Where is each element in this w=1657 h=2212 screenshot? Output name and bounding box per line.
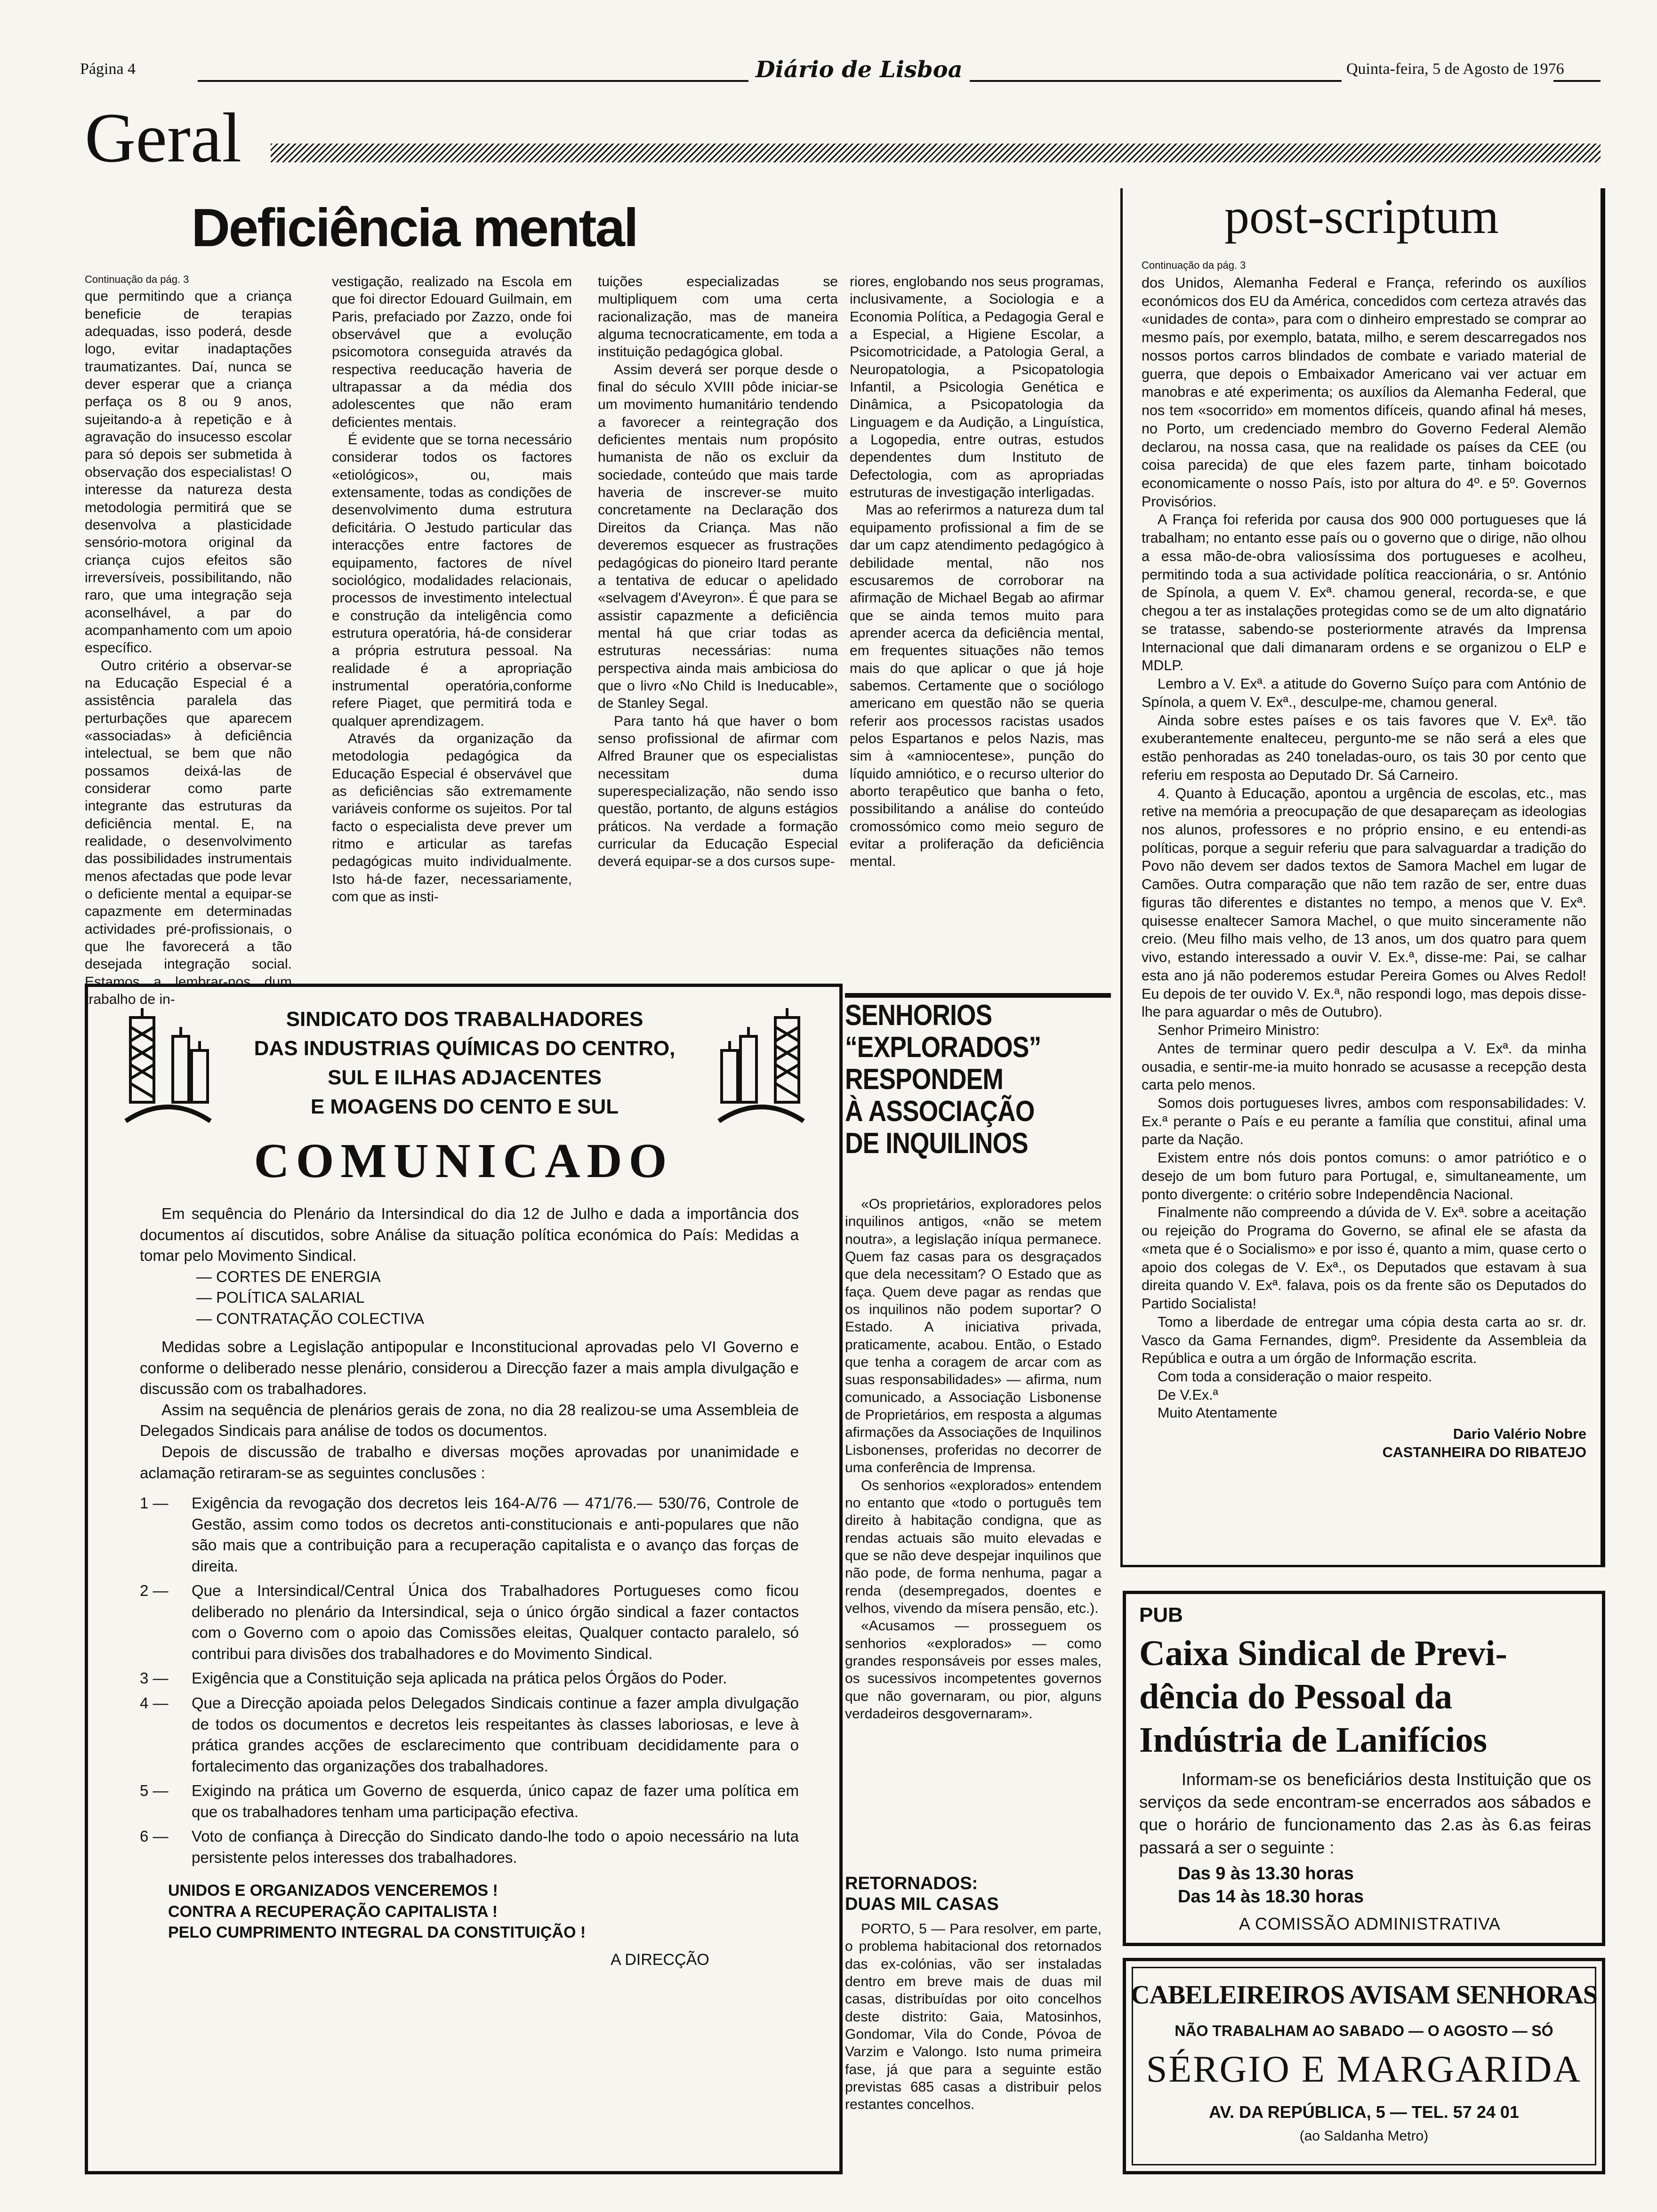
heading-line: SINDICATO DOS TRABALHADORES [286,1008,643,1031]
conclusion-item [140,1493,799,1577]
paragraph: «Os proprietários, exploradores pelos inquilinos antigos, «não se metem noutra», a legislação iníqua permanece. Quem faz casas para os desgraçados que dela necessitam? O Estado que as faça. Quem deve pagar as rendas que os inquilinos não podem suportar? O Estado. A iniciativa privada, praticamente, acabou. Então, o Estado que tenha a coragem de arcar com as suas responsabilidades» — afirma, num comunicado, a Associação Lisbonense de Proprietários, em resposta a algumas afirmações da Associações de Inquilinos Lisbonenses, proferidas no decorrer de uma conferência de Imprensa. [845,1196,1102,1476]
deficiencia-col-1 [85,273,292,1008]
continuation-note: Continuação da pág. 3 [85,273,189,285]
cabeleireiros-name: SÉRGIO E MARGARIDA [1146,2049,1582,2090]
cabeleireiros-address: AV. DA REPÚBLICA, 5 — TEL. 57 24 01 [1209,2102,1519,2122]
conclusion-number: 1 — [140,1494,169,1512]
cabeleireiros-subtitle: NÃO TRABALHAM AO SABADO — O AGOSTO — SÓ [1174,2022,1553,2039]
paragraph: Lembro a V. Exª. a atitude do Governo Suíço para com António de Spínola, a quem V. Exª., desculpe-me, chamou general. [1142,676,1586,710]
retornados-body [845,1920,1102,2184]
paragraph: Outro critério a observar-se na Educação Especial é a assistência paralela das perturbações que aparecem «associadas» à deficiência intelectual, se bem que não possamos deixá-las de considerar como parte integrante das estruturas da deficiência mental. E, na realidade, o desenvolvimento das possibilidades instrumentais menos afectadas que pode levar o deficiente mental a equipar-se capazmente em determinadas actividades pré-profissionais, o que lhe favorecerá a tão desejada integração social. Estamos a lembrar-nos dum trabalho de in- [85,657,292,1008]
cabeleireiros-ad [1123,1958,1605,2174]
conclusion-text: Exigência que a Constituição seja aplicada na prática pelos Órgãos do Poder. [192,1669,727,1687]
paragraph: Antes de terminar quero pedir desculpa a V. Exª. da minha ousadia, e sentir-me-ia muito honrado se acusasse a recepção desta carta pelo menos. [1142,1040,1586,1093]
caixa-ad [1123,1591,1605,1946]
paragraph: dos Unidos, Alemanha Federal e França, referindo os auxílios económicos dos EU da América, concedidos com certeza através das «unidades de conta», para com o dinheiro emprestado se comprar ao mesmo país, por exemplo, batata, milho, e serem descarregados nos nossos portos carros blindados de combate e variado material de guerra, que depois o Embaixador Americano vai ver actuar em manobras e até experimenta; os auxílios da Alemanha Federal, que nos tem «socorrido» em momentos difíceis, quando afinal há meses, no Porto, um credenciado membro do Governo Federal Alemão declarou, na nossa casa, que na realidade os países da CEE (ou coisa parecida) de que eles fazem parte, tinham boicotado economicamente o nosso País, isto por altura do 4º. e 5º. Governos Provisórios. [1142,274,1586,510]
subhead-line: DUAS MIL CASAS [845,1894,999,1914]
paragraph: Ainda sobre estes países e os tais favores que V. Exª. tão exuberantemente enalteceu, pergunto-me se não será a eles que estão penhoradas as 240 toneladas-ouro, os tais 30 por cento que referiu em resposta ao Deputado Dr. Sá Carneiro. [1142,712,1586,783]
slogan: UNIDOS E ORGANIZADOS VENCEREMOS ! [168,1882,498,1900]
sindicato-ad [85,984,843,2174]
paragraph: «Acusamos — prosseguem os senhorios «explorados» — como grandes responsáveis por esses males, os sucessivos incompetentes governos que não governaram, ou pior, alguns verdadeiros desgovernaram». [845,1618,1102,1722]
slogan: PELO CUMPRIMENTO INTEGRAL DA CONSTITUIÇÃO ! [168,1923,586,1941]
conclusion-number: 5 — [140,1782,169,1800]
paragraph: PORTO, 5 — Para resolver, em parte, o problema habitacional dos retornados das ex-colónias, vão ser instaladas dentro em breve mais de duas mil casas, distribuídas por oito concelhos deste distrito: Gaia, Matosinhos, Gondomar, Vila do Conde, Póvoa de Varzim e Valongo. Isto numa primeira fase, já que para a seguinte estão previstas 685 casas a distribuir pelos restantes concelhos. [845,1921,1102,2113]
intro-paragraph: Em sequência do Plenário da Intersindical do dia 12 de Julho e dada a importância dos documentos aí discutidos, sobre Análise da situação política económica do País: Medidas a tomar pelo Movimento Sindical. [140,1205,799,1265]
deficiencia-col-3 [598,273,838,993]
pub-label: PUB [1139,1603,1183,1627]
paragraph: Somos dois portugueses livres, ambos com responsabilidades: V. Ex.ª perante o País e eu perante a família que constitui, afinal uma parte da Nação. [1142,1095,1586,1148]
conclusion-item [140,1580,799,1664]
title-line: Indústria de Lanifícios [1139,1720,1488,1760]
senhorios-top-rule [845,993,1111,998]
conclusion-text: Que a Intersindical/Central Única dos Trabalhadores Portugueses como ficou deliberado no plenário da Intersindical, seja o único órgão sindical a fazer contactos com o Governo com o apoio das Comissões eleitas, Qualquer contacto paralelo, só contribui para divisões dos trabalhadores e do Movimento Sindical. [192,1582,799,1662]
refinery-icon-right [714,1008,808,1130]
article-deficiencia [85,198,1120,1008]
article-senhorios [845,993,1113,2188]
heading-line: DAS INDUSTRIAS QUÍMICAS DO CENTRO, [254,1037,676,1060]
headline-line: DE INQUILINOS [845,1127,1028,1160]
paragraph: riores, englobando nos seus programas, inclusivamente, a Sociologia e a Economia Política, a Pedagogia Geral e a Especial, a Higiene Escolar, a Psicomotricidade, a Patologia Geral, a Neuropatologia, a Psicopatologia Infantil, a Psicologia Genética e Dinâmica, a Psicopatologia da Linguagem e da Audição, a Linguística, a Logopedia, entre outras, estudos dependentes dum Instituto de Defectologia, com as apropriadas estruturas de investigação interligadas. [850,274,1104,501]
paragraph: De V.Ex.ª [1158,1387,1218,1403]
refinery-icon-left [121,1008,215,1130]
paragraph: que permitindo que a criança beneficie de terapias adequadas, isso poderá, desde logo, evitar inadaptações traumatizantes. Daí, nunca se dever esperar que a criança perfaça os 8 ou 9 anos, sujeitando-a à repetição e à agravação do insucesso escolar para só depois ser submetida à observação dos especialistas! O interesse da natureza desta metodologia permitirá que se desenvolva a plasticidade sensório-motora original da criança cujos efeitos são irreversíveis, possibilitando, não raro, que uma integração seja aconselhável, a par do acompanhamento com um apoio específico. [85,289,292,656]
slogan: CONTRA A RECUPERAÇÃO CAPITALISTA ! [168,1902,498,1921]
topic-item: — CONTRATAÇÃO COLECTIVA [196,1309,425,1327]
masthead: Diário de Lisboa [756,56,963,83]
senhorios-body [845,1195,1102,1868]
paragraph: Muito Atentamente [1158,1405,1278,1421]
paragraph: Assim deverá ser porque desde o final do século XVIII pôde iniciar-se um movimento humanitário tendendo a favorecer a reintegração dos deficientes mentais num propósito humanista de não os excluir da sociedade, conteúdo que mais tarde haveria de inscrever-se muito concretamente na Declaração dos Direitos da Criança. Mas não deveremos esquecer as frustrações pedagógicas do pioneiro Itard perante a tentativa de educar o apelidado «selvagem d'Aveyron». É que para se assistir capazmente a deficiência mental há que criar todas as estruturas necessárias: numa perspectiva ainda mais ambiciosa do que o livro «No Child is Ineducable», de Stanley Segal. [598,361,838,712]
signature: Dario Valério Nobre [1453,1426,1586,1443]
conclusion-item [140,1693,799,1777]
comunicado-body [140,1203,799,1971]
conclusion-number: 3 — [140,1669,169,1687]
caixa-title [1139,1632,1591,1762]
deficiencia-title: Deficiência mental [191,198,637,258]
headline-line: RESPONDEM [845,1063,1003,1096]
page-number: Página 4 [80,60,136,78]
paragraph: Medidas sobre a Legislação antipopular e Inconstitucional aprovadas pelo VI Governo e conforme o deliberado nesse plenário, considerou a Direcção fazer a mais ampla divulgação e discussão com os trabalhadores. [140,1338,799,1398]
retornados-title [845,1873,1109,1915]
conclusion-number: 6 — [140,1827,169,1845]
paragraph: É evidente que se torna necessário considerar todos os factores «etiológicos», ou, mais extensamente, todas as condições de desenvolvimento duma estrutura deficitária. O Jestudo particular das interacções entre factores de equipamento, factores de nível sociológico, modalidades relacionais, processos de investimento intelectual e construção da inteligência como estrutura operatória, há-de considerar a própria estrutura pessoal. Na realidade é a apropriação instrumental operatória,conforme refere Piaget, que permitirá toda e qualquer aprendizagem. [332,432,572,729]
deficiencia-col-4 [850,273,1104,993]
paragraph: Senhor Primeiro Ministro: [1158,1022,1320,1039]
deficiencia-col-2 [332,273,572,993]
paragraph: Mas ao referirmos a natureza dum tal equipamento profissional a fim de se dar um capz atendimento pedagógico à debilidade mental, não nos escusaremos de corroborar na afirmação de Michael Begab ao afirmar que se ainda temos muito para aprender acerca da deficiência mental, em frequentes situações não temos mais do que aplicar o que já hoje sabemos. Certamente que o sociólogo americano em questão não se queria referir aos processos racistas usados pelos Espartanos e pelos Nazis, mas sim à «amniocentese», punção do líquido amniótico, e o recurso ulterior do aborto terapêutico que banha o feto, possibilitando a análise do conteúdo cromossómico como meio seguro de evitar a proliferação da deficiência mental. [850,502,1104,870]
section-hatch [271,144,1601,162]
cabeleireiros-note: (ao Saldanha Metro) [1299,2128,1429,2144]
section-title: Geral [85,99,242,177]
paragraph: vestigação, realizado na Escola em que foi director Edouard Guilmain, em Paris, prefaciado por Zazzo, onde foi observável que a evolução psicomotora conseguida através da respectiva reeducação haveria de ultrapassar a da média dos adolescentes que não eram deficientes mentais. [332,274,572,430]
senhorios-headline [845,1000,1072,1160]
paragraph: 4. Quanto à Educação, apontou a urgência de escolas, etc., mas retive na memória a preocupação de que desapareçam as ideologias nos alunos, professores e no próprio ensino, e eu entendi-as políticas, porque a seguir referiu que para salvaguardar a tradição do Povo não devem ser dados textos de Samora Machel em lugar de Camões. Outra comparação que não tem razão de ser, entre duas figuras tão diferentes e distantes no tempo, a menos que V. Exª. quisesse enaltecer Samora Machel, o que muito sinceramente não creio. (Meu filho mais velho, de 13 anos, um dos quatro para quem vivo, estando interessado a ouvir V. Ex.ª, disse-me: Pai, se calhar esta ano já não poderemos estudar Pereira Gomes ou Alves Redol! Eu depois de ter ouvido V. Ex.ª, não respondi logo, mas depois disse-lhe para aguardar o mês de Outubro). [1142,785,1586,1020]
heading-line: SUL E ILHAS ADJACENTES [328,1066,602,1089]
caixa-signature: A COMISSÃO ADMINISTRATIVA [1239,1914,1501,1933]
signature: A DIRECÇÃO [611,1950,709,1969]
heading-line: E MOAGENS DO CENTO E SUL [310,1095,619,1118]
hours-line: Das 9 às 13.30 horas [1178,1864,1354,1883]
header-rule-left [198,80,748,82]
conclusion-item [140,1780,799,1822]
header-rule-end [1553,80,1601,82]
hours-line: Das 14 às 18.30 horas [1178,1887,1364,1907]
title-line: dência do Pessoal da [1139,1677,1453,1716]
conclusion-number: 4 — [140,1694,169,1712]
conclusion-item [140,1668,799,1689]
cabeleireiros-title: CABELEIREIROS AVISAM SENHORAS [1131,1980,1597,2010]
conclusion-text: Voto de confiança à Direcção do Sindicato dando-lhe todo o apoio necessário na luta persistente pelos interesses dos trabalhadores. [192,1827,799,1866]
paragraph: tuições especializadas se multipliquem com uma certa racionalização, mas de maneira alguma tecnocraticamente, em toda a instituição pedagógica global. [598,274,838,360]
paragraph: Os senhorios «explorados» entendem no entanto que «todo o português tem direito à habitação condigna, que as rendas actuais são muito elevadas e que se não deve despejar inquilinos que não pode, de forma nenhuma, pagar a renda (desempregados, doentes e velhos, vivendo da mísera pensão, etc.). [845,1477,1102,1616]
header-rule-right [970,80,1342,82]
postscriptum-body [1142,259,1586,1558]
comunicado-title: COMUNICADO [254,1134,674,1188]
issue-date: Quinta-feira, 5 de Agosto de 1976 [1346,60,1564,78]
sindicato-heading [225,1005,705,1122]
paragraph: Finalmente não compreendo a dúvida de V. Exª. sobre a aceitação ou rejeição do Programa do Governo, se afinal ele se afasta da «meta que é o Socialismo» e por isso é, quanto a mim, quase certo o apoio dos colegas de V. Exª., os Deputados que estavam à sua direita quando V. Exª. falava, pois os da frente são os Deputados do Partido Socialista! [1142,1204,1586,1312]
paragraph: Para tanto há que haver o bom senso profissional de afirmar com Alfred Brauner que os especialistas necessitam duma superespecialização, não sendo isso questão, portanto, de alguns estágios práticos. Na verdade a formação curricular da Educação Especial deverá equipar-se a dos cursos supe- [598,713,838,870]
paragraph: Tomo a liberdade de entregar uma cópia desta carta ao sr. dr. Vasco da Gama Fernandes, digmº. Presidente da Assembleia da República e outra a um órgão de Informação escrita. [1142,1314,1586,1367]
paragraph: Depois de discussão de trabalho e diversas moções aprovadas por unanimidade e aclamação retiraram-se as seguintes conclusões : [140,1443,799,1482]
conclusion-text: Que a Direcção apoiada pelos Delegados Sindicais continue a fazer ampla divulgação de todos os documentos e decretos leis respeitantes às classes laboriosas, e leve à prática grandes acções de esclarecimento que contribuam decididamente para o fortalecimento das organizações dos trabalhadores. [192,1694,799,1775]
conclusion-text: Exigência da revogação dos decretos leis 164-A/76 — 471/76.— 530/76, Controle de Gestão, assim como todos os decretos anti-constitucionais e anti-populares que não são mais que a contribuição para a recuperação capitalista e o avanço das forças de direita. [192,1494,799,1575]
paragraph: Com toda a consideração o maior respeito. [1158,1369,1432,1385]
headline-line: SENHORIOS [845,999,992,1032]
caixa-notice: Informam-se os beneficiários desta Instituição que os serviços da sede encontram-se encerrados aos sábados e que o horário de funcionamento das 2.as às 6.as feiras passará a ser o seguinte : [1139,1770,1591,1857]
paragraph: Através da organização da metodologia pedagógica da Educação Especial é observável que as deficiências são extremamente variáveis conforme os sujeitos. Por tal facto o especialista deve prever um ritmo e articular as tarefas pedagógicas muito individualmente. Isto há-de fazer, necessariamente, com que as insti- [332,730,572,905]
postscriptum-box [1120,188,1605,1567]
subhead-line: RETORNADOS: [845,1874,978,1893]
title-line: Caixa Sindical de Previ- [1139,1634,1507,1673]
topic-item: — POLÍTICA SALARIAL [196,1289,365,1306]
continuation-note: Continuação da pág. 3 [1142,259,1246,271]
topic-item: — CORTES DE ENERGIA [196,1267,381,1285]
headline-line: “EXPLORADOS” [845,1031,1041,1064]
conclusion-item [140,1826,799,1868]
conclusion-number: 2 — [140,1582,169,1600]
paragraph: A França foi referida por causa dos 900 000 portugueses que lá trabalham; no entanto esse país ou o governo que o dirige, não olhou a essa mão-de-obra valiosíssima dos portugueses e acolheu, permitindo toda a sua actividade política reaccionária, o sr. António de Spínola, a quem V. Exª. chamou general, recorda-se, e que chegou a ter as instalações protegidas como se de um alto dignatário se tratasse, sabendo-se posteriormente através da Imprensa Internacional que dali dimanaram ordens e se organizou o ELP e MDLP. [1142,512,1586,674]
conclusion-text: Exigindo na prática um Governo de esquerda, único capaz de fazer uma política em que os trabalhadores tenham uma participação efectiva. [192,1782,799,1820]
caixa-hours [1178,1862,1364,1909]
headline-line: À ASSOCIAÇÃO [845,1095,1035,1128]
signature-location: CASTANHEIRA DO RIBATEJO [1382,1444,1586,1460]
paragraph: Assim na sequência de plenários gerais de zona, no dia 28 realizou-se uma Assembleia de Delegados Sindicais para análise de todos os documentos. [140,1401,799,1440]
paragraph: Existem entre nós dois pontos comuns: o amor patriótico e o desejo de um bom futuro para Portugal, e, simultaneamente, um ponto divergente: o critério sobre Independência Nacional. [1142,1150,1586,1202]
postscriptum-title: post-scriptum [1224,189,1499,244]
